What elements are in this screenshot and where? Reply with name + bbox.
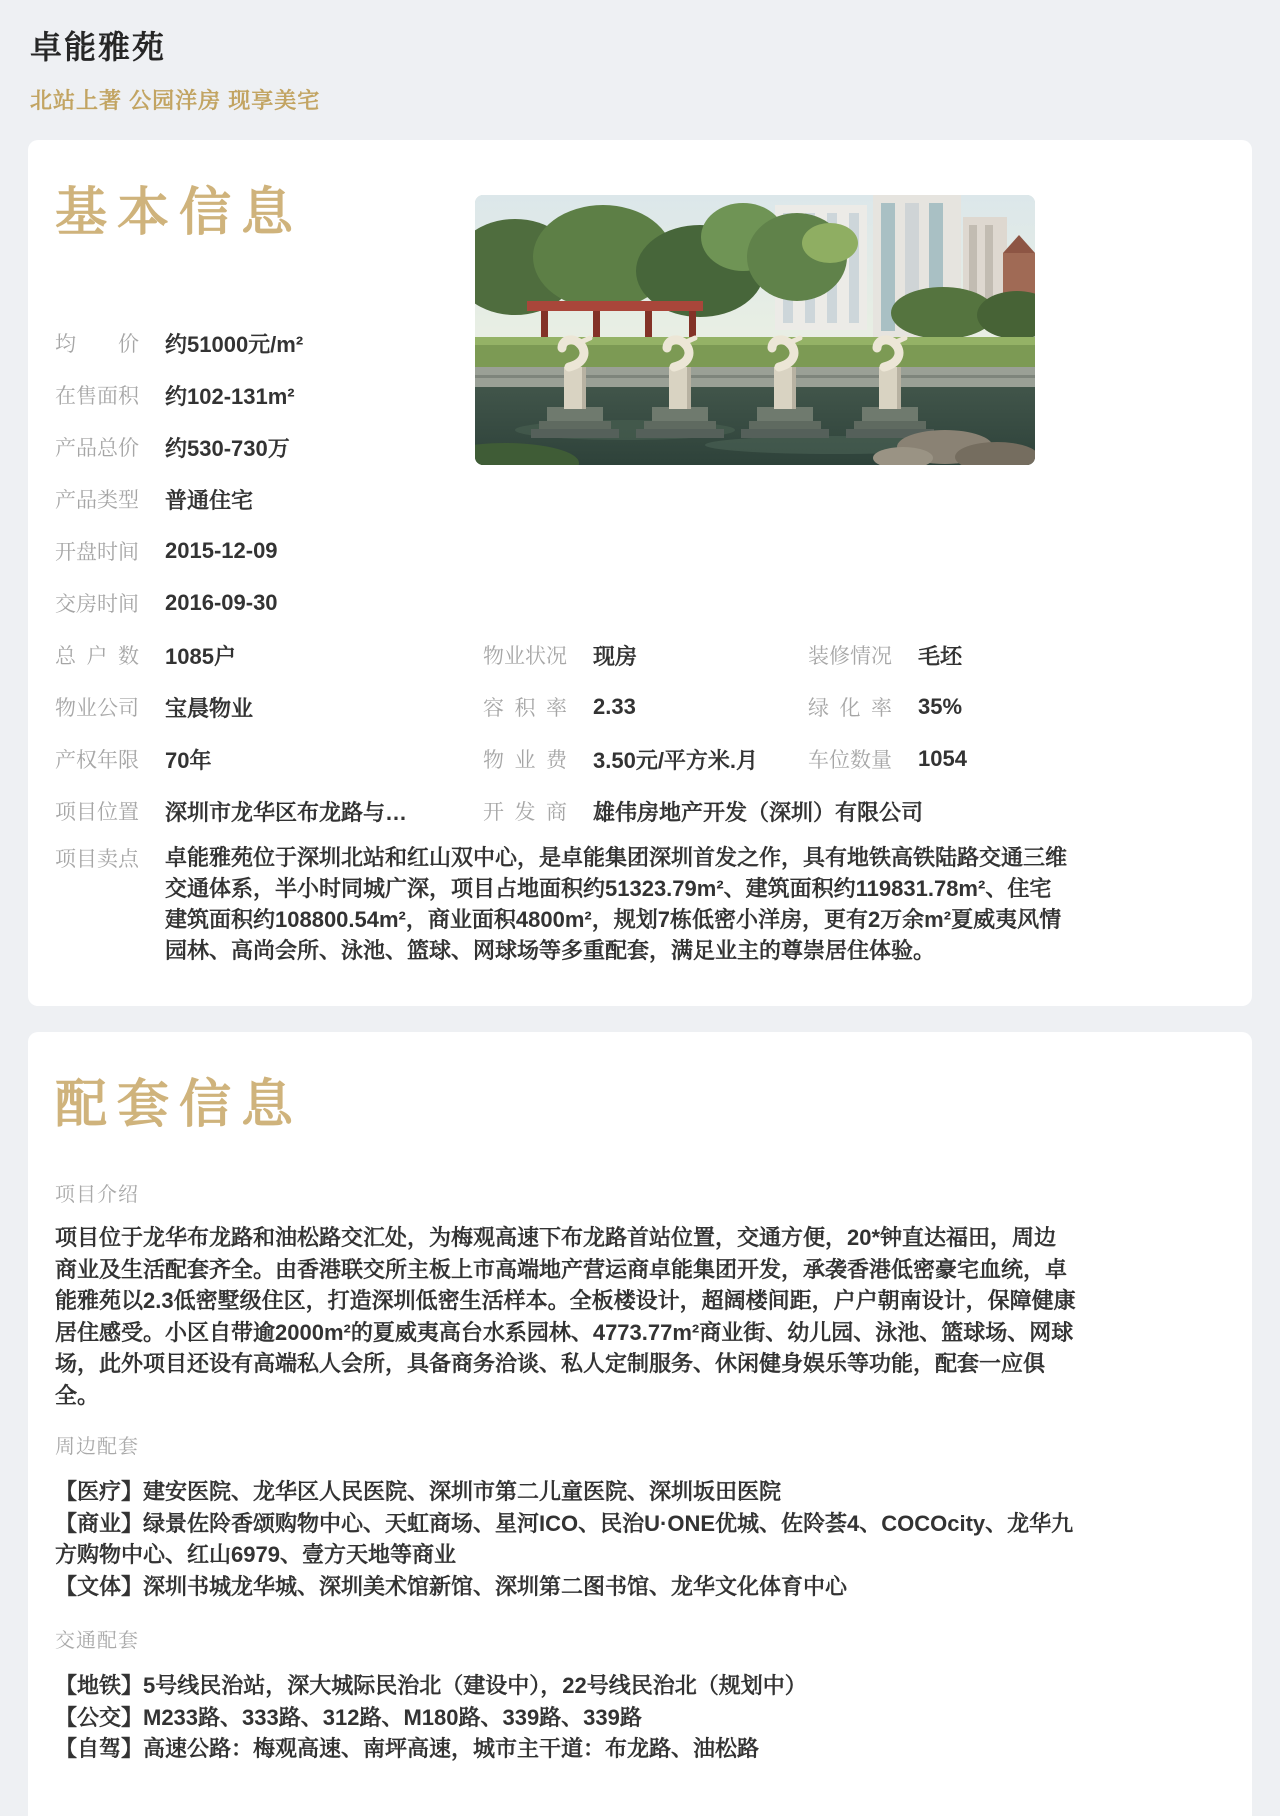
surrounding-item-business: 【商业】绿景佐阾香颂购物中心、天虹商场、星河ICO、民治U·ONE优城、佐阾荟4、COCOcity、龙华九方购物中心、红山6979、壹方天地等商业: [55, 1510, 1074, 1567]
basic-info-rows: [55, 317, 407, 837]
info-value: 2016-09-30: [165, 590, 278, 615]
info-value: 2.33: [593, 694, 636, 719]
info-row-fee-parking: [483, 733, 967, 785]
info-label: 产权年限: [55, 749, 139, 772]
info-label: 绿化率: [808, 697, 892, 720]
surrounding-items: [55, 1476, 1077, 1602]
info-row-property-company: [55, 681, 407, 733]
info-value: 约530-730万: [165, 435, 290, 461]
info-label: 交房时间: [55, 593, 139, 616]
info-label: 容积率: [483, 697, 567, 720]
info-row-households: [55, 629, 407, 681]
info-label: 均价: [55, 333, 139, 356]
info-value: 1054: [918, 746, 967, 771]
facility-info-title: 配套信息: [55, 1076, 304, 1134]
info-row-delivery-date: [55, 577, 407, 629]
project-intro-label: 项目介绍: [55, 1184, 139, 1206]
info-row-avg-price: [55, 317, 407, 369]
info-row-tenure: [55, 733, 407, 785]
page-subtitle: 北站上著 公园洋房 现享美宅: [30, 88, 321, 113]
info-value: 约51000元/m²: [165, 331, 304, 357]
info-value: 毛坯: [918, 643, 963, 669]
basic-info-card: [28, 140, 1252, 1006]
info-label: 物业费: [483, 749, 567, 772]
info-label: 车位数量: [808, 749, 892, 772]
info-row-status-decoration: [483, 629, 967, 681]
transport-item-bus: 【公交】M233路、333路、312路、M180路、339路、339路: [55, 1704, 642, 1730]
info-label: 产品总价: [55, 437, 139, 460]
selling-point-row: [55, 842, 1067, 966]
info-value: 普通住宅: [165, 487, 254, 513]
surrounding-label: 周边配套: [55, 1436, 139, 1458]
info-row-plot-ratio-greening: [483, 681, 967, 733]
info-value: 雄伟房地产开发（深圳）有限公司: [593, 799, 924, 825]
info-label: 开盘时间: [55, 541, 139, 564]
page-title: 卓能雅苑: [30, 29, 167, 65]
project-intro-paragraph: 项目位于龙华布龙路和油松路交汇处，为梅观高速下布龙路首站位置，交通方便，20*钟直达福田，周边商业及生活配套齐全。由香港联交所主板上市高端地产营运商卓能集团开发，承袭香港低密豪宅血统，卓能雅苑以2.3低密墅级住区，打造深圳低密生活样本。全板楼设计，超阔楼间距，户户朝南设计，保障健康居住感受。小区自带逾2000m²的夏威夷高台水系园林、4773.77m²商业街、幼儿园、泳池、篮球场、网球场，此外项目还设有高端私人会所，具备商务洽谈、私人定制服务、休闲健身娱乐等功能，配套一应俱全。: [55, 1225, 1076, 1408]
info-value: 35%: [918, 694, 963, 719]
basic-info-right-rows: [483, 629, 967, 837]
info-label: 在售面积: [55, 385, 139, 408]
surrounding-item-medical: 【医疗】建安医院、龙华区人民医院、深圳市第二儿童医院、深圳坂田医院: [55, 1479, 782, 1504]
info-label: 产品类型: [55, 489, 139, 512]
transport-label: 交通配套: [55, 1630, 139, 1652]
property-photo-illustration: [475, 195, 1035, 465]
info-value: 1085户: [165, 643, 236, 669]
selling-point-text: 卓能雅苑位于深圳北站和红山双中心，是卓能集团深圳首发之作，具有地铁高铁陆路交通三维交通体系，半小时同城广深，项目占地面积约51323.79m²、建筑面积约119831.78m²、住宅建筑面积约108800.54m²，商业面积4800m²，规划7栋低密小洋房，更有2万余m²夏威夷风情园林、高尚会所、泳池、篮球、网球场等多重配套，满足业主的尊崇居住体验。: [165, 845, 1068, 963]
info-row-type: [55, 473, 407, 525]
info-value: 3.50元/平方米.月: [593, 747, 759, 773]
info-label: 物业状况: [483, 645, 567, 668]
info-value: 2015-12-09: [165, 538, 278, 563]
info-row-open-date: [55, 525, 407, 577]
info-row-total-price: [55, 421, 407, 473]
transport-item-drive: 【自驾】高速公路：梅观高速、南坪高速，城市主干道：布龙路、油松路: [55, 1736, 760, 1761]
transport-item-metro: 【地铁】5号线民治站，深大城际民治北（建设中），22号线民治北（规划中）: [55, 1673, 807, 1698]
info-value: 70年: [165, 747, 212, 773]
info-label: 开发商: [483, 801, 567, 824]
surrounding-item-culture: 【文体】深圳书城龙华城、深圳美术馆新馆、深圳第二图书馆、龙华文化体育中心: [55, 1573, 848, 1599]
info-label: 总户数: [55, 645, 139, 668]
info-value: 现房: [593, 643, 638, 669]
info-value: 宝晨物业: [165, 695, 254, 721]
info-label: 装修情况: [808, 645, 892, 668]
property-photo[interactable]: [475, 195, 1035, 465]
project-intro-text: [55, 1222, 1077, 1411]
info-row-location: [55, 785, 407, 837]
info-row-area: [55, 369, 407, 421]
info-value: 约102-131m²: [165, 383, 295, 409]
transport-items: [55, 1670, 1077, 1765]
info-label: 物业公司: [55, 697, 139, 720]
info-label: 项目位置: [55, 801, 139, 824]
info-value: 深圳市龙华区布龙路与…: [165, 799, 408, 825]
selling-point-label: 项目卖点: [55, 848, 139, 871]
basic-info-title: 基本信息: [55, 184, 304, 242]
facility-info-card: [28, 1032, 1252, 1816]
info-row-developer: [483, 785, 967, 837]
